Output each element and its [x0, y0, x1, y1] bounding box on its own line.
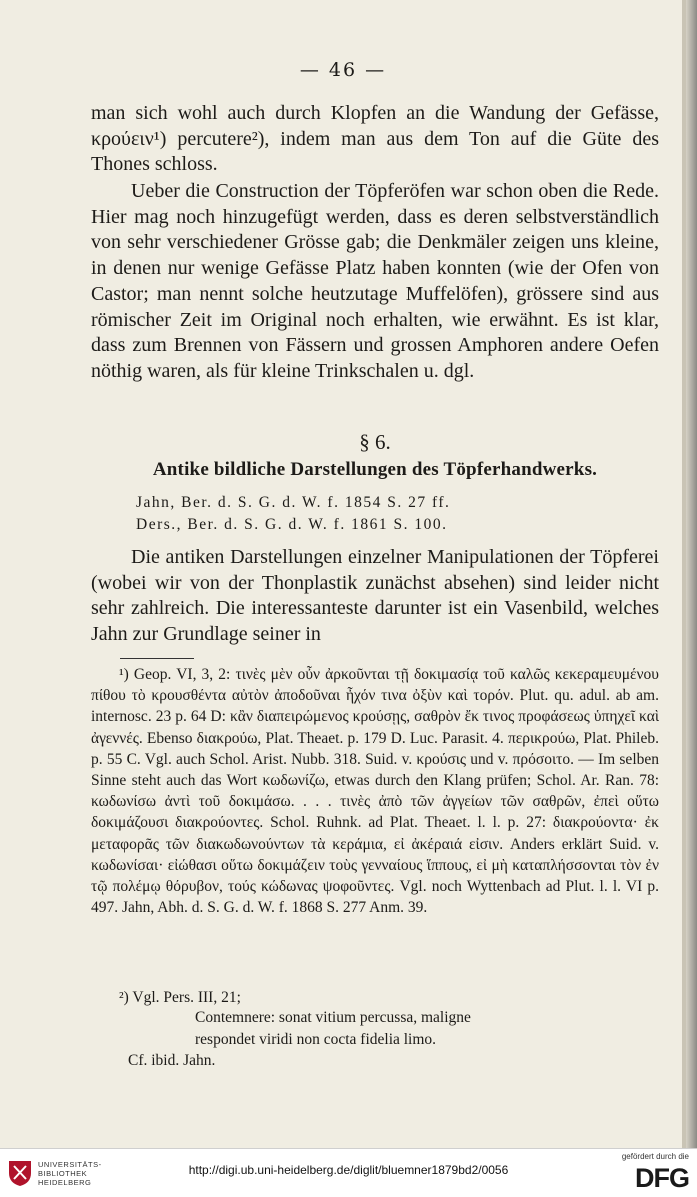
reference-1: Jahn, Ber. d. S. G. d. W. f. 1854 S. 27 ff. [136, 494, 451, 511]
footnote-rule [120, 658, 194, 659]
library-line-1: UNIVERSITÄTS- [38, 1160, 102, 1169]
footnote-1: ¹) Geop. VI, 3, 2: τινὲς μὲν οὖν ἀρκοῦνται τῇ δοκιμασίᾳ τοῦ καλῶς κεκεραμευμένου πίθου τὸ κρουσθέντα αὐτὸν ἀποδοῦναι ἦχόν τινα ὀξὺν καὶ τορόν. Plut. qu. adul. ab am. internosc. 23 p. 64 D: κἂν διαπειρώμενος κρούσῃς, σαθρὸν ἔκ τινος προφάσεως ὑπηχεῖ καὶ ἀγεννές. Ebenso διακρούω, Plat. Theaet. p. 179 D. Luc. Parasit. 4. περικρούω, Plat. Phileb. p. 55 C. Vgl. auch Schol. Arist. Nubb. 318. Suid. v. κρούσις und v. πρόσοιτο. — Im selben Sinne steht auch das Wort κωδωνίζω, etwas durch den Klang prüfen; Schol. Ar. Ran. 78: κωδωνίσω ἀντὶ τοῦ δοκιμάσω. . . . τινὲς ἀπὸ τῶν ἀγγείων τῶν σαθρῶν, ἐπεὶ οὕτω δοκιμάζουσι διακρούοντες. Schol. Ruhnk. ad Plat. Theaet. l. l. p. 27: διακρούοντα· ἐκ μεταφορᾶς τῶν διακωδωνούντων τὰ κεράμια, εἰ ἀκέραιά εἰσιν. Anders erklärt Suid. v. κωδωνίσαι· εἰώθασι οὕτω δοκιμάζειν τοὺς γενναίους ἵππους, εἰ μὴ καταπλήσσονται τὸν ἐν τῷ πολέμῳ θόρυβον, τούς κώδωνας ψοφοῦντες. Vgl. noch Wyttenbach ad Plut. l. l. VI p. 497. Jahn, Abh. d. S. G. d. W. f. 1868 S. 277 Anm. 39. [91, 666, 659, 917]
paragraph-3: Die antiken Darstellungen einzelner Manipulationen der Töpferei (wobei wir von der Thonplastik zunächst absehen) sind leider nicht sehr zahlreich. Die interessanteste darunter ist ein Vasenbild, welches Jahn zur Grundlage seiner in [91, 546, 659, 646]
quote-line-1: Contemnere: sonat vitium percussa, maligne [195, 1009, 471, 1026]
viewer-footer [0, 1148, 697, 1197]
paragraph-1: man sich wohl auch durch Klopfen an die Wandung der Gefässe, κρούειν¹) percutere²), indem man aus dem Ton auf die Güte des Thones schloss. [91, 102, 659, 176]
footnote-cf: Cf. ibid. Jahn. [128, 1052, 216, 1069]
page-number: — 46 — [299, 59, 387, 81]
library-line-2: BIBLIOTHEK [38, 1169, 88, 1178]
dfg-logo[interactable]: DFG [635, 1163, 689, 1193]
section-title: Antike bildliche Darstellungen des Töpferhandwerks. [152, 459, 598, 480]
sponsor-caption: gefördert durch die [621, 1152, 689, 1161]
reference-2: Ders., Ber. d. S. G. d. W. f. 1861 S. 100. [136, 516, 448, 533]
paragraph-2: Ueber die Construction der Töpferöfen war schon oben die Rede. Hier mag noch hinzugefügt werden, dass es deren selbstverständlich von sehr verschiedener Grösse gab; die Denkmäler zeigen uns kleine, in denen nur wenige Gefässe Platz haben konnten (wie der Ofen von Castor; man nennt solche heutzutage Muffelöfen), grössere sind aus römischer Zeit im Original noch erhalten, wie erwähnt. Es ist klar, dass zum Brennen von Fässern und grossen Amphoren andere Oefen nöthig waren, als für kleine Trinkschalen u. dgl. [91, 180, 659, 382]
page-edge-shadow [686, 0, 697, 1148]
library-line-3: HEIDELBERG [38, 1178, 92, 1187]
footnote-2: ²) Vgl. Pers. III, 21; [119, 989, 241, 1006]
document-url[interactable]: http://digi.ub.uni-heidelberg.de/diglit/bluemner1879bd2/0056 [188, 1163, 509, 1177]
quote-line-2: respondet viridi non cocta fidelia limo. [195, 1031, 437, 1048]
section-number: § 6. [359, 430, 391, 454]
